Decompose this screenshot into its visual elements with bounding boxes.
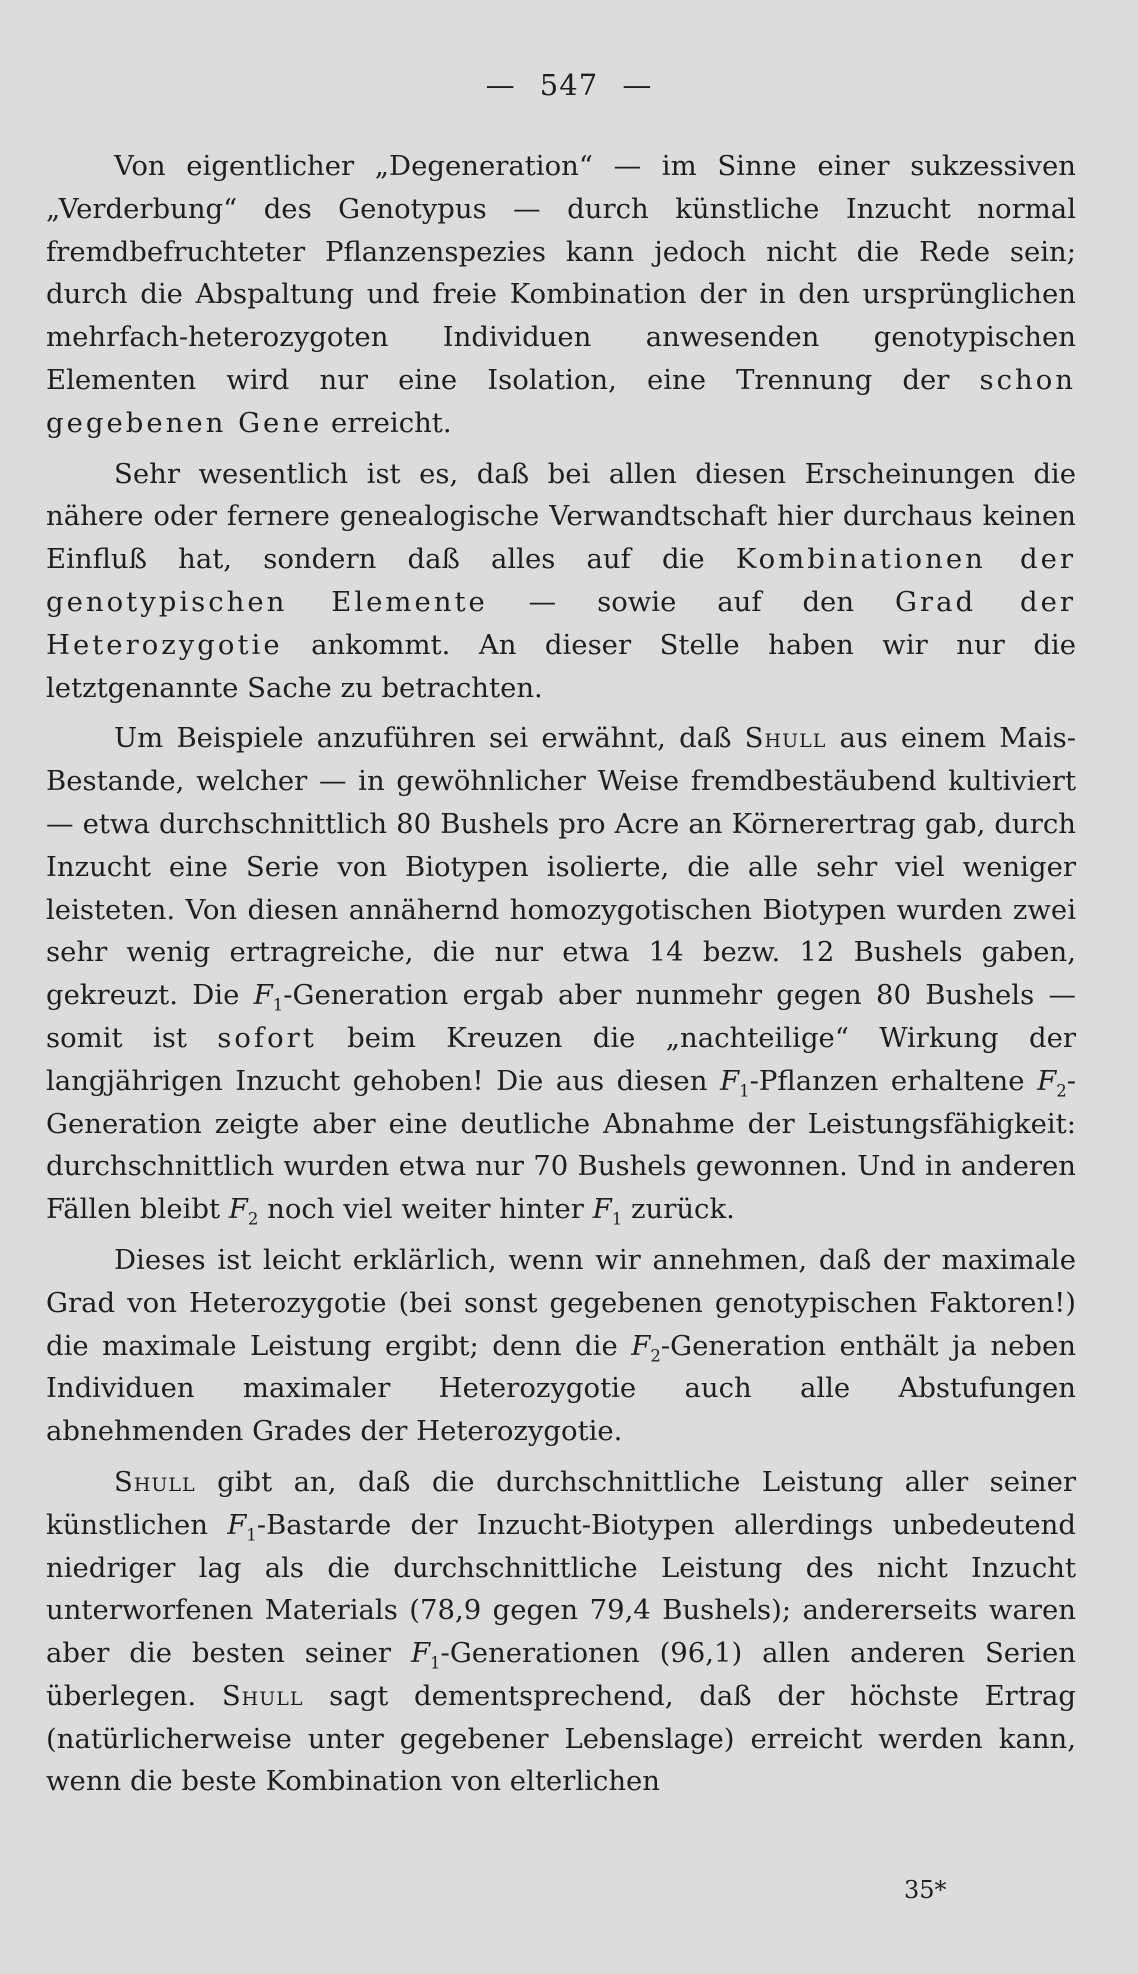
generation-subscript: 2 bbox=[1056, 1081, 1067, 1101]
page-number: — 547 — bbox=[485, 68, 653, 102]
body-text bbox=[46, 145, 1076, 1811]
paragraph-1 bbox=[46, 145, 1076, 445]
text-run: zurück. bbox=[622, 1193, 735, 1226]
generation-subscript: 1 bbox=[272, 995, 284, 1015]
text-run: — sowie auf den bbox=[487, 585, 895, 618]
paragraph-3 bbox=[46, 717, 1076, 1231]
text-run: -Generationen (96,1) allen anderen Serien überlegen. bbox=[46, 1637, 1076, 1712]
text-run: ankommt. An dieser Stelle haben wir nur die letztgenannte Sache zu betrachten. bbox=[46, 628, 1076, 704]
text-run: aus einem Mais-Bestande, welcher — in gewöhnlicher Weise fremdbestäubend kultiviert — etwa durchschnittlich 80 Bushels pro Acre an Körnerertrag gab, durch Inzucht eine Serie von Biotypen isolierte, die alle sehr viel weniger leisteten. Von diesen annähernd homozygotischen Biotypen wurden zwei sehr wenig ertragreiche, die nur etwa 14 bezw. 12 Bushels gaben, gekreuzt. Die bbox=[46, 722, 1076, 1012]
text-run: erreicht. bbox=[322, 406, 452, 439]
generation-subscript: 1 bbox=[739, 1081, 750, 1101]
text-run: noch viel weiter hinter bbox=[258, 1193, 593, 1226]
spaced-emphasis: schon gegebenen Gene bbox=[46, 363, 1076, 439]
author-name: Shull bbox=[744, 722, 827, 755]
generation-subscript: 1 bbox=[246, 1525, 257, 1545]
text-run: -Generation enthält ja neben Individuen maximaler Heterozygotie auch alle Abstufungen abnehmenden Grades der Heterozygotie. bbox=[46, 1329, 1076, 1448]
text-run: Dieses ist leicht erklärlich, wenn wir annehmen, daß der maximale Grad von Heterozygotie (bei sonst gegebenen genotypischen Faktoren!) die maximale Leistung ergibt; denn die bbox=[46, 1243, 1076, 1362]
text-run: -Generation ergab aber nunmehr gegen 80 Bushels — somit ist bbox=[46, 979, 1076, 1054]
generation-subscript: 1 bbox=[611, 1209, 623, 1229]
text-run: sagt dementsprechend, daß der höchste Ertrag (natürlicherweise unter gegebener Lebenslage) erreicht werden kann, wenn die beste Kombination von elterlichen bbox=[46, 1679, 1076, 1798]
generation-subscript: 1 bbox=[430, 1653, 441, 1673]
text-run: -Generation zeigte aber eine deutliche Abnahme der Leistungsfähigkeit: durchschnittlich wurden etwa nur 70 Bushels gewonnen. Und in anderen Fällen bleibt bbox=[46, 1064, 1076, 1226]
text-run: -Bastarde der Inzucht-Biotypen allerdings unbedeutend niedriger lag als die durchschnittliche Leistung des nicht Inzucht unterworfenen Materials (78,9 gegen 79,4 Bushels); andererseits waren aber die besten seiner bbox=[46, 1508, 1076, 1670]
generation-symbol: F bbox=[227, 1508, 247, 1541]
generation-symbol: F bbox=[631, 1329, 651, 1362]
spaced-emphasis: Kombinationen der genotypischen Elemente bbox=[46, 543, 1076, 618]
text-run: Von eigentlicher „Degeneration“ — im Sinne einer sukzessiven „Verderbung“ des Genotypus — durch künstliche Inzucht normal fremdbefruchteter Pflanzenspezies kann jedoch nicht die Rede sein; durch die Abspaltung und freie Kombination der in den ursprünglichen mehrfach-heterozygoten Individuen anwesenden genotypischen Elementen wird nur eine Isolation, eine Trennung der bbox=[46, 150, 1076, 396]
text-run: Um Beispiele anzuführen sei erwähnt, daß bbox=[114, 722, 745, 755]
author-name: Shull bbox=[114, 1465, 196, 1498]
spaced-emphasis: sofort bbox=[217, 1021, 317, 1054]
generation-symbol: F bbox=[720, 1064, 740, 1097]
spaced-emphasis: Grad der Heterozygotie bbox=[46, 585, 1076, 661]
text-run: beim Kreuzen die „nachteilige“ Wirkung der langjährigen Inzucht gehoben! Die aus diesen bbox=[46, 1021, 1076, 1097]
paragraph-5 bbox=[46, 1461, 1076, 1803]
text-run: gibt an, daß die durchschnittliche Leistung aller seiner künstlichen bbox=[46, 1465, 1076, 1541]
generation-symbol: F bbox=[228, 1193, 248, 1226]
paragraph-4 bbox=[46, 1239, 1076, 1453]
generation-symbol: F bbox=[1037, 1064, 1057, 1097]
author-name: Shull bbox=[221, 1679, 304, 1712]
generation-subscript: 2 bbox=[650, 1346, 661, 1366]
signature-mark: 35* bbox=[904, 1876, 947, 1904]
text-run: -Pflanzen erhaltene bbox=[749, 1064, 1038, 1097]
generation-symbol: F bbox=[592, 1193, 612, 1226]
generation-symbol: F bbox=[253, 979, 273, 1012]
paragraph-2 bbox=[46, 453, 1076, 710]
text-run: Sehr wesentlich ist es, daß bei allen diesen Erscheinungen die nähere oder fernere genealogische Verwandtschaft hier durchaus keinen Einfluß hat, sondern daß alles auf die bbox=[46, 457, 1076, 576]
generation-subscript: 2 bbox=[247, 1209, 259, 1229]
generation-symbol: F bbox=[410, 1637, 431, 1670]
